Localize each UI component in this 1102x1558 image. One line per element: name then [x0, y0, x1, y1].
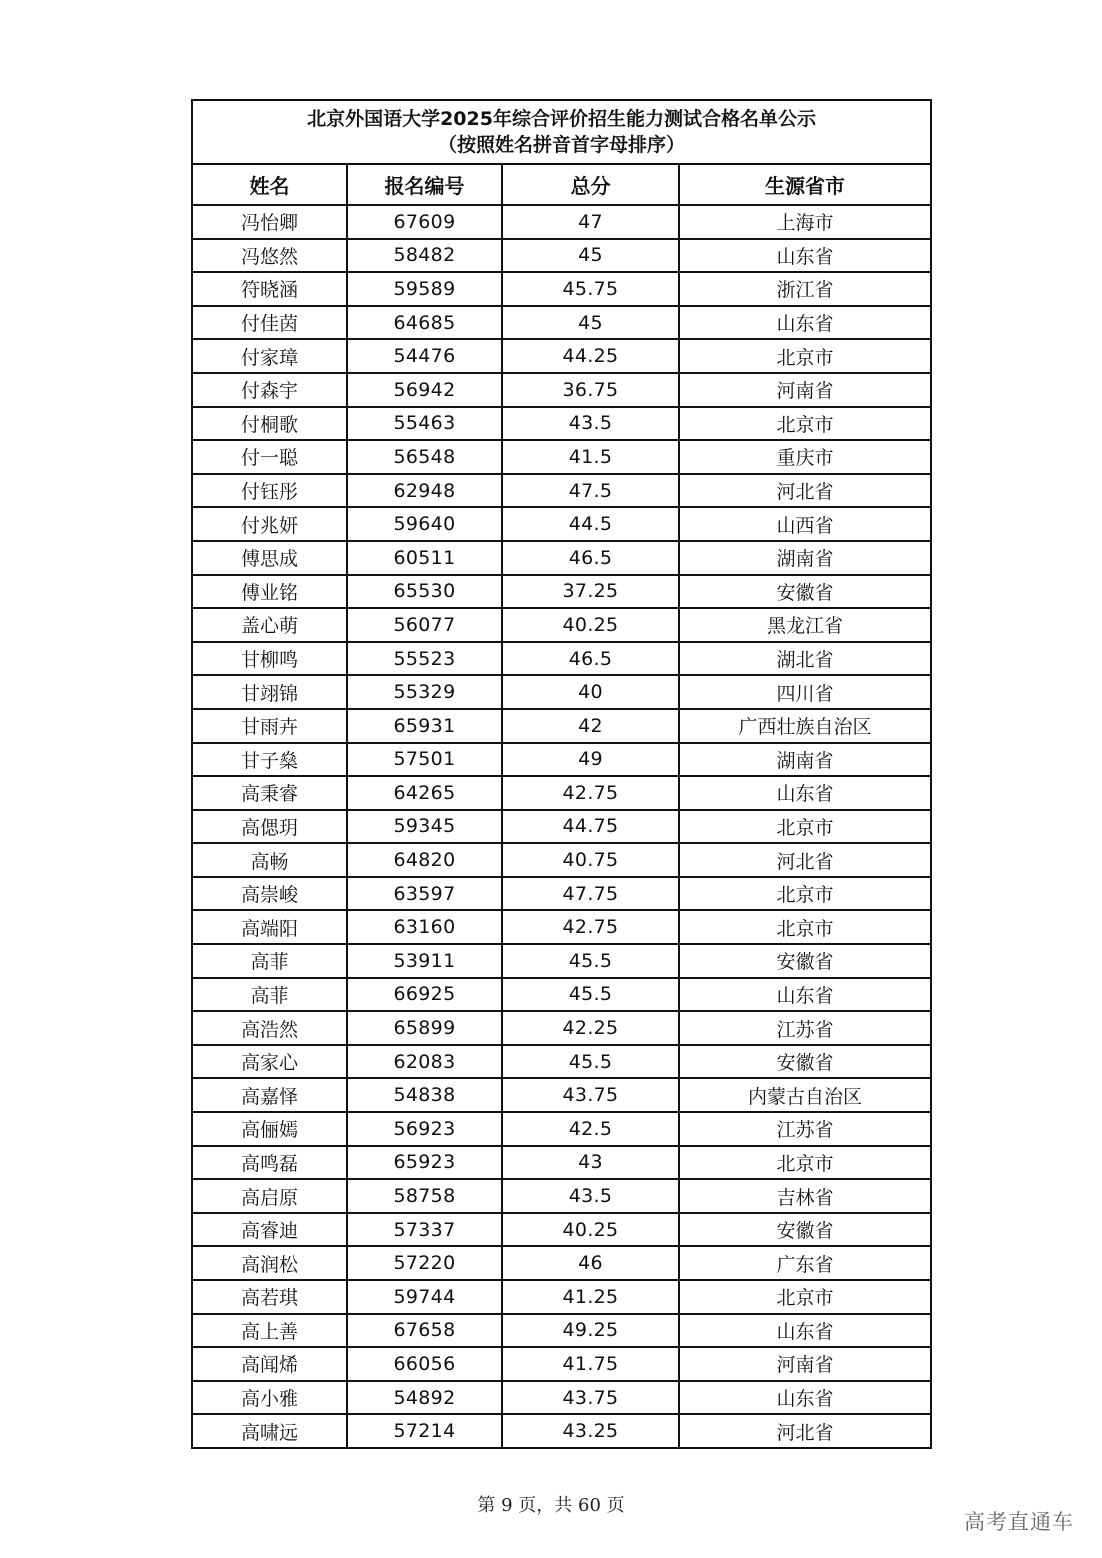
table-row: [192, 642, 931, 676]
cell-province: 湖南省: [679, 743, 931, 777]
cell-name: 高菲: [192, 978, 347, 1012]
cell-name: 高俪嫣: [192, 1112, 347, 1146]
cell-registration-number: 58482: [347, 239, 502, 273]
cell-province: 山东省: [679, 239, 931, 273]
table-row: [192, 1078, 931, 1112]
cell-total-score: 43.5: [502, 407, 679, 441]
cell-name: 傅思成: [192, 541, 347, 575]
cell-province: 北京市: [679, 810, 931, 844]
cell-total-score: 44.75: [502, 810, 679, 844]
cell-registration-number: 65530: [347, 575, 502, 609]
cell-total-score: 40.75: [502, 843, 679, 877]
table-row: [192, 675, 931, 709]
cell-total-score: 47.5: [502, 474, 679, 508]
cell-name: 付兆妍: [192, 507, 347, 541]
cell-name: 高闻烯: [192, 1347, 347, 1381]
table-row: [192, 877, 931, 911]
cell-name: 高小雅: [192, 1381, 347, 1415]
table-row: [192, 339, 931, 373]
cell-province: 山东省: [679, 1314, 931, 1348]
cell-registration-number: 56923: [347, 1112, 502, 1146]
cell-name: 高启原: [192, 1179, 347, 1213]
table-row: [192, 1314, 931, 1348]
cell-total-score: 43.75: [502, 1078, 679, 1112]
cell-registration-number: 66056: [347, 1347, 502, 1381]
cell-province: 河北省: [679, 1414, 931, 1448]
cell-name: 甘子燊: [192, 743, 347, 777]
cell-total-score: 43.5: [502, 1179, 679, 1213]
cell-name: 甘翊锦: [192, 675, 347, 709]
cell-name: 高秉睿: [192, 776, 347, 810]
cell-total-score: 47.75: [502, 877, 679, 911]
table-row: [192, 1414, 931, 1448]
cell-registration-number: 56077: [347, 608, 502, 642]
cell-total-score: 46: [502, 1246, 679, 1280]
cell-registration-number: 53911: [347, 944, 502, 978]
cell-name: 高啸远: [192, 1414, 347, 1448]
table-row: [192, 440, 931, 474]
cell-registration-number: 64265: [347, 776, 502, 810]
cell-registration-number: 57214: [347, 1414, 502, 1448]
cell-province: 山东省: [679, 776, 931, 810]
cell-name: 付家璋: [192, 339, 347, 373]
cell-name: 高菲: [192, 944, 347, 978]
cell-total-score: 45.5: [502, 944, 679, 978]
cell-province: 安徽省: [679, 575, 931, 609]
cell-registration-number: 57337: [347, 1213, 502, 1247]
header-registration-number: 报名编号: [347, 164, 502, 205]
table-row: [192, 743, 931, 777]
cell-registration-number: 60511: [347, 541, 502, 575]
cell-registration-number: 54892: [347, 1381, 502, 1415]
cell-province: 河南省: [679, 373, 931, 407]
cell-registration-number: 65899: [347, 1011, 502, 1045]
cell-province: 安徽省: [679, 1045, 931, 1079]
cell-total-score: 44.5: [502, 507, 679, 541]
table-row: [192, 978, 931, 1012]
table-row: [192, 608, 931, 642]
cell-total-score: 41.75: [502, 1347, 679, 1381]
cell-total-score: 45: [502, 239, 679, 273]
cell-province: 浙江省: [679, 272, 931, 306]
cell-province: 山西省: [679, 507, 931, 541]
cell-total-score: 42.25: [502, 1011, 679, 1045]
cell-registration-number: 54838: [347, 1078, 502, 1112]
cell-registration-number: 57501: [347, 743, 502, 777]
table-row: [192, 1146, 931, 1180]
cell-name: 付一聪: [192, 440, 347, 474]
cell-name: 高浩然: [192, 1011, 347, 1045]
cell-province: 河南省: [679, 1347, 931, 1381]
cell-registration-number: 54476: [347, 339, 502, 373]
table-row: [192, 575, 931, 609]
cell-name: 高畅: [192, 843, 347, 877]
table-row: [192, 1179, 931, 1213]
cell-province: 河北省: [679, 474, 931, 508]
cell-province: 重庆市: [679, 440, 931, 474]
cell-province: 江苏省: [679, 1011, 931, 1045]
cell-registration-number: 56548: [347, 440, 502, 474]
cell-registration-number: 59640: [347, 507, 502, 541]
table-row: [192, 1280, 931, 1314]
cell-province: 四川省: [679, 675, 931, 709]
cell-name: 高睿迪: [192, 1213, 347, 1247]
cell-province: 北京市: [679, 407, 931, 441]
cell-name: 高家心: [192, 1045, 347, 1079]
cell-name: 付佳茵: [192, 306, 347, 340]
cell-registration-number: 55463: [347, 407, 502, 441]
cell-province: 北京市: [679, 910, 931, 944]
cell-registration-number: 65923: [347, 1146, 502, 1180]
table-row: [192, 776, 931, 810]
title-line-main: 北京外国语大学2025年综合评价招生能力测试合格名单公示: [307, 108, 816, 130]
cell-total-score: 43: [502, 1146, 679, 1180]
cell-total-score: 49.25: [502, 1314, 679, 1348]
cell-total-score: 42.75: [502, 910, 679, 944]
cell-total-score: 46.5: [502, 541, 679, 575]
cell-province: 北京市: [679, 1146, 931, 1180]
cell-province: 山东省: [679, 1381, 931, 1415]
cell-total-score: 41.25: [502, 1280, 679, 1314]
cell-registration-number: 59345: [347, 810, 502, 844]
cell-registration-number: 59744: [347, 1280, 502, 1314]
table-row: [192, 407, 931, 441]
cell-total-score: 42.5: [502, 1112, 679, 1146]
table-row: [192, 1347, 931, 1381]
cell-total-score: 43.75: [502, 1381, 679, 1415]
table-row: [192, 1246, 931, 1280]
cell-province: 广西壮族自治区: [679, 709, 931, 743]
cell-total-score: 47: [502, 205, 679, 239]
cell-province: 北京市: [679, 877, 931, 911]
cell-total-score: 46.5: [502, 642, 679, 676]
cell-name: 冯怡卿: [192, 205, 347, 239]
cell-name: 高鸣磊: [192, 1146, 347, 1180]
cell-registration-number: 62948: [347, 474, 502, 508]
table-row: [192, 541, 931, 575]
cell-province: 上海市: [679, 205, 931, 239]
table-row: [192, 306, 931, 340]
cell-total-score: 49: [502, 743, 679, 777]
cell-name: 高端阳: [192, 910, 347, 944]
cell-registration-number: 67658: [347, 1314, 502, 1348]
cell-name: 高偲玥: [192, 810, 347, 844]
table-title: [192, 100, 931, 164]
cell-province: 安徽省: [679, 944, 931, 978]
cell-registration-number: 57220: [347, 1246, 502, 1280]
cell-registration-number: 55523: [347, 642, 502, 676]
page-number: 第 9 页，共 60 页: [477, 1495, 625, 1516]
table-row: [192, 910, 931, 944]
cell-name: 符晓涵: [192, 272, 347, 306]
cell-total-score: 40: [502, 675, 679, 709]
table-row: [192, 1011, 931, 1045]
cell-name: 傅业铭: [192, 575, 347, 609]
cell-total-score: 40.25: [502, 1213, 679, 1247]
cell-registration-number: 65931: [347, 709, 502, 743]
cell-province: 江苏省: [679, 1112, 931, 1146]
table-row: [192, 843, 931, 877]
admission-list-table: [191, 99, 932, 1449]
cell-total-score: 36.75: [502, 373, 679, 407]
cell-total-score: 43.25: [502, 1414, 679, 1448]
cell-total-score: 45: [502, 306, 679, 340]
cell-name: 高若琪: [192, 1280, 347, 1314]
cell-registration-number: 58758: [347, 1179, 502, 1213]
cell-total-score: 45.75: [502, 272, 679, 306]
table-row: [192, 239, 931, 273]
cell-name: 付钰彤: [192, 474, 347, 508]
cell-registration-number: 64685: [347, 306, 502, 340]
cell-total-score: 42: [502, 709, 679, 743]
table-row: [192, 1045, 931, 1079]
cell-registration-number: 59589: [347, 272, 502, 306]
table-row: [192, 272, 931, 306]
cell-total-score: 42.75: [502, 776, 679, 810]
cell-registration-number: 62083: [347, 1045, 502, 1079]
cell-total-score: 44.25: [502, 339, 679, 373]
cell-province: 山东省: [679, 306, 931, 340]
cell-province: 黑龙江省: [679, 608, 931, 642]
cell-total-score: 45.5: [502, 978, 679, 1012]
table-row: [192, 1213, 931, 1247]
cell-registration-number: 63597: [347, 877, 502, 911]
table-row: [192, 373, 931, 407]
table-row: [192, 205, 931, 239]
cell-province: 河北省: [679, 843, 931, 877]
cell-name: 甘雨卉: [192, 709, 347, 743]
cell-name: 高嘉怿: [192, 1078, 347, 1112]
table-row: [192, 1112, 931, 1146]
cell-province: 北京市: [679, 1280, 931, 1314]
cell-total-score: 45.5: [502, 1045, 679, 1079]
cell-registration-number: 56942: [347, 373, 502, 407]
table-row: [192, 944, 931, 978]
cell-province: 山东省: [679, 978, 931, 1012]
table-row: [192, 507, 931, 541]
title-line-sort-note: （按照姓名拼音首字母排序）: [438, 134, 686, 156]
cell-name: 盖心萌: [192, 608, 347, 642]
table-row: [192, 810, 931, 844]
cell-province: 湖北省: [679, 642, 931, 676]
cell-total-score: 37.25: [502, 575, 679, 609]
cell-total-score: 41.5: [502, 440, 679, 474]
header-province: 生源省市: [679, 164, 931, 205]
cell-name: 高崇峻: [192, 877, 347, 911]
cell-province: 内蒙古自治区: [679, 1078, 931, 1112]
header-total-score: 总分: [502, 164, 679, 205]
table-row: [192, 474, 931, 508]
table-row: [192, 1381, 931, 1415]
cell-registration-number: 66925: [347, 978, 502, 1012]
table-header-row: [192, 164, 931, 205]
cell-name: 高润松: [192, 1246, 347, 1280]
cell-name: 高上善: [192, 1314, 347, 1348]
table-row: [192, 709, 931, 743]
cell-registration-number: 67609: [347, 205, 502, 239]
cell-province: 湖南省: [679, 541, 931, 575]
watermark-text: 高考直通车: [964, 1510, 1074, 1534]
cell-name: 付森宇: [192, 373, 347, 407]
cell-province: 北京市: [679, 339, 931, 373]
cell-province: 安徽省: [679, 1213, 931, 1247]
cell-registration-number: 63160: [347, 910, 502, 944]
cell-name: 甘柳鸣: [192, 642, 347, 676]
cell-registration-number: 55329: [347, 675, 502, 709]
cell-registration-number: 64820: [347, 843, 502, 877]
cell-total-score: 40.25: [502, 608, 679, 642]
cell-province: 广东省: [679, 1246, 931, 1280]
header-name: 姓名: [192, 164, 347, 205]
cell-province: 吉林省: [679, 1179, 931, 1213]
cell-name: 付桐歌: [192, 407, 347, 441]
cell-name: 冯悠然: [192, 239, 347, 273]
